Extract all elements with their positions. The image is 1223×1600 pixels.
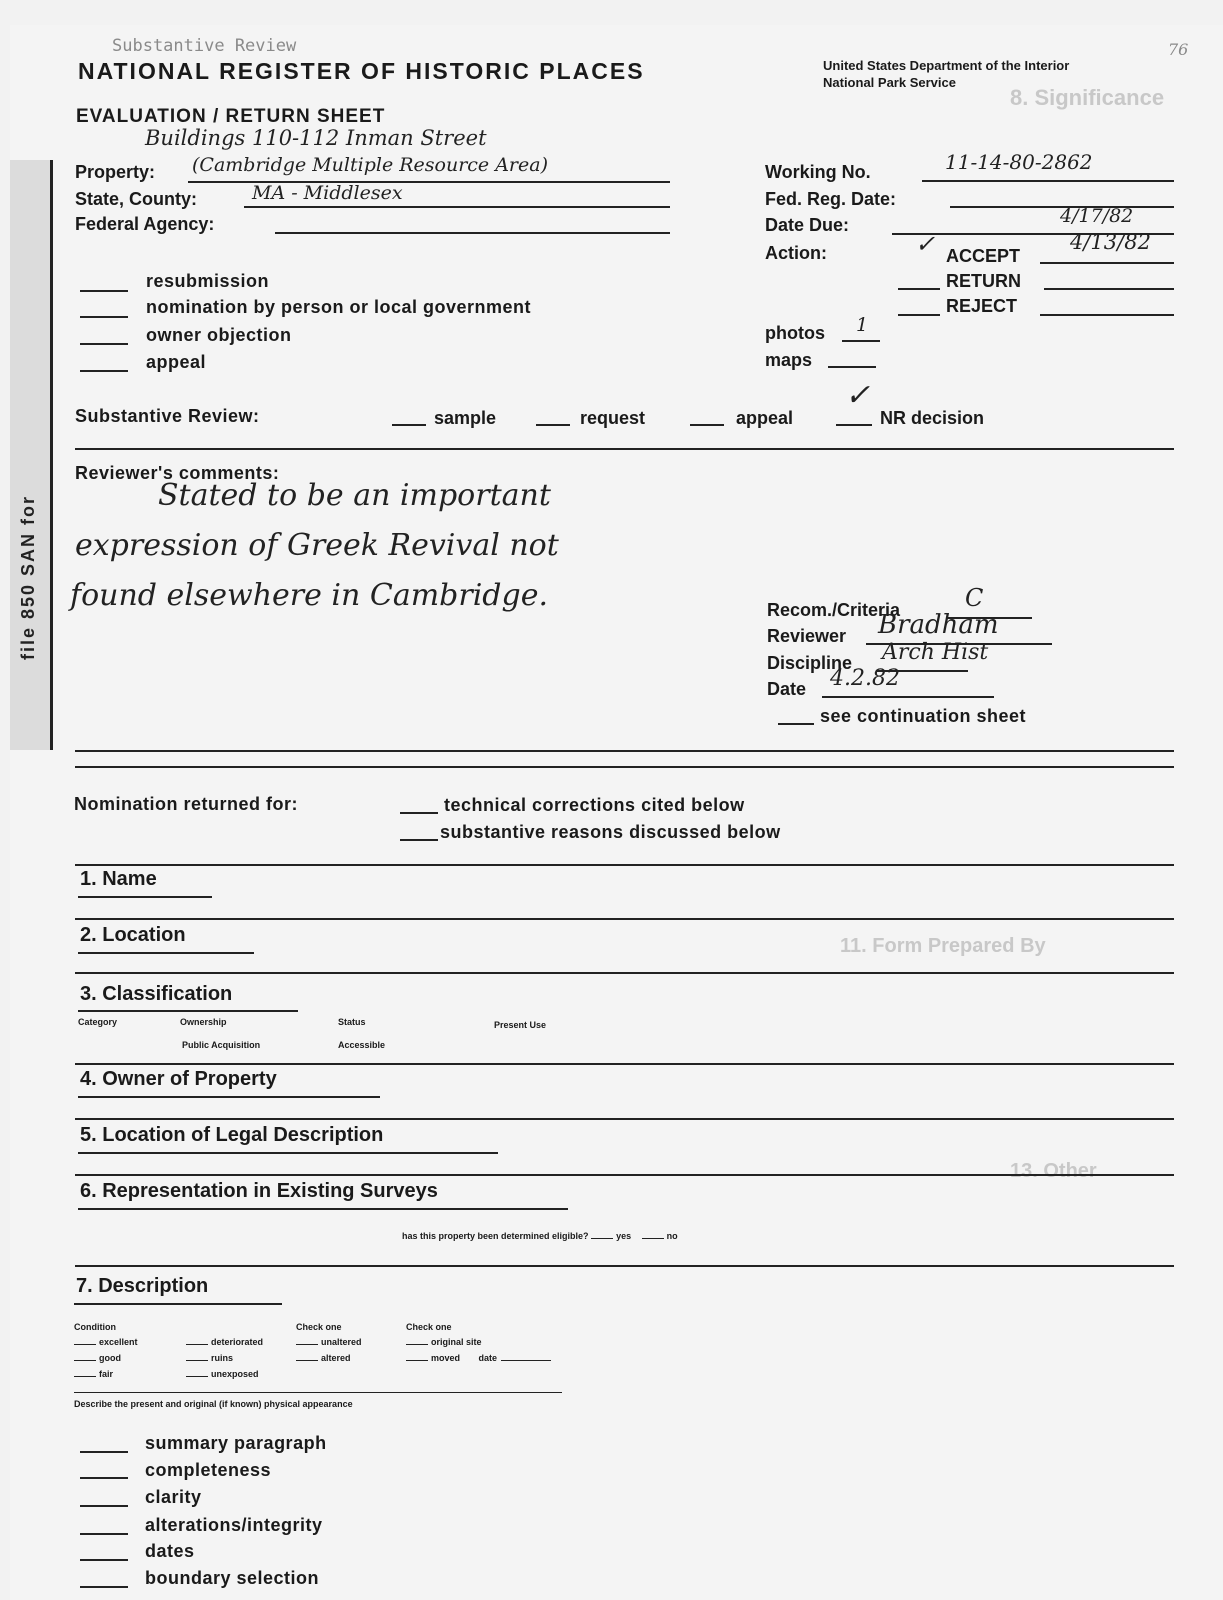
discipline-value[interactable]: Arch Hist: [882, 640, 989, 665]
altered-label: altered: [321, 1353, 351, 1363]
return-check-blank[interactable]: [898, 288, 940, 290]
reject-label[interactable]: REJECT: [946, 296, 1018, 316]
section-underline: [78, 952, 254, 954]
appeal-blank[interactable]: [80, 370, 128, 372]
section-description: 7. Description: [76, 1275, 209, 1297]
divider: [75, 1118, 1174, 1120]
appeal-review-blank[interactable]: [690, 424, 724, 426]
describe-instruction: Describe the present and original (if known) physical appearance: [74, 1399, 353, 1409]
clarity-blank[interactable]: [80, 1505, 128, 1507]
deteriorated-label: deteriorated: [211, 1337, 264, 1347]
good-label: good: [99, 1353, 121, 1363]
fair-label: fair: [99, 1369, 114, 1379]
substantive-label: substantive reasons discussed below: [440, 822, 781, 842]
request-blank[interactable]: [536, 424, 570, 426]
boundary-blank[interactable]: [80, 1586, 128, 1588]
reviewer-label: Reviewer: [767, 626, 847, 646]
original-site-label: original site: [431, 1337, 482, 1347]
state-county-line: [244, 206, 670, 208]
criteria-value[interactable]: C: [965, 584, 984, 612]
sample-blank[interactable]: [392, 424, 426, 426]
moved-date-blank[interactable]: [501, 1352, 551, 1361]
reviewer-value[interactable]: Bradham: [878, 610, 999, 640]
divider: [75, 972, 1174, 974]
divider: [75, 448, 1174, 450]
property-label: Property:: [75, 162, 156, 182]
request-label: request: [580, 408, 646, 428]
appeal-review-label: appeal: [736, 408, 794, 428]
section-underline: [74, 1303, 282, 1305]
section-classification: 3. Classification: [80, 983, 233, 1005]
excellent-label: excellent: [99, 1337, 138, 1347]
date-value[interactable]: 4.2.82: [830, 666, 900, 691]
state-county-value[interactable]: MA - Middlesex: [252, 182, 403, 204]
divider: [75, 1063, 1174, 1065]
fed-reg-date-label: Fed. Reg. Date:: [765, 189, 897, 209]
spine-label: file 850 SAN for: [18, 494, 38, 660]
no-label: no: [666, 1231, 678, 1241]
section-legal-description: 5. Location of Legal Description: [80, 1124, 384, 1146]
section-underline: [78, 1010, 298, 1012]
discipline-label: Discipline: [767, 653, 853, 673]
divider: [75, 864, 1174, 866]
ruins-blank[interactable]: [186, 1352, 208, 1361]
accessible-label: Accessible: [338, 1040, 386, 1050]
section-name: 1. Name: [80, 868, 157, 890]
good-blank[interactable]: [74, 1352, 96, 1361]
unaltered-label: unaltered: [321, 1337, 362, 1347]
present-use-label: Present Use: [494, 1020, 547, 1030]
dates-blank[interactable]: [80, 1559, 128, 1561]
nomination-label: nomination by person or local government: [146, 297, 532, 317]
return-line: [1044, 288, 1174, 290]
accept-line: [1040, 262, 1174, 264]
state-county-label: State, County:: [75, 189, 198, 209]
appeal-label: appeal: [146, 352, 207, 372]
section-owner: 4. Owner of Property: [80, 1068, 277, 1090]
continuation-blank[interactable]: [778, 723, 814, 725]
unaltered-blank[interactable]: [296, 1336, 318, 1345]
photos-label: photos: [765, 323, 825, 343]
moved-label: moved: [431, 1353, 461, 1363]
sheet-title: EVALUATION / RETURN SHEET: [76, 106, 386, 127]
unexposed-label: unexposed: [211, 1369, 259, 1379]
date-line: [822, 696, 994, 698]
moved-date-label: date: [478, 1353, 498, 1363]
accept-label[interactable]: ACCEPT: [946, 246, 1021, 266]
status-label: Status: [338, 1017, 366, 1027]
agency-line-2: National Park Service: [823, 75, 956, 90]
comment-line-1: Stated to be an important: [158, 478, 551, 513]
summary-blank[interactable]: [80, 1451, 128, 1453]
photos-value[interactable]: 1: [856, 314, 869, 336]
eligibility-question-text: has this property been determined eligible?: [402, 1231, 589, 1241]
reject-line: [1040, 314, 1174, 316]
working-no-value[interactable]: 11-14-80-2862: [945, 150, 1093, 174]
owner-objection-label: owner objection: [146, 325, 292, 345]
moved-blank[interactable]: [406, 1352, 428, 1361]
divider: [75, 918, 1174, 920]
resubmission-blank[interactable]: [80, 290, 128, 292]
divider: [75, 1265, 1174, 1267]
ghost-text: 13. Other: [1010, 1160, 1097, 1182]
date-due-value[interactable]: 4/17/82: [1060, 205, 1134, 227]
original-site-blank[interactable]: [406, 1336, 428, 1345]
section-surveys: 6. Representation in Existing Surveys: [80, 1180, 438, 1202]
alterations-label: alterations/integrity: [145, 1515, 323, 1535]
resubmission-label: resubmission: [146, 271, 270, 291]
maps-label: maps: [765, 350, 813, 370]
comment-line-3: found elsewhere in Cambridge.: [70, 578, 549, 613]
dates-label: dates: [145, 1541, 195, 1561]
nr-decision-label: NR decision: [880, 408, 985, 428]
comment-line-2: expression of Greek Revival not: [75, 528, 559, 563]
technical-label: technical corrections cited below: [444, 795, 745, 815]
reject-check-blank[interactable]: [898, 314, 940, 316]
clarity-label: clarity: [145, 1487, 202, 1507]
photos-line: [842, 340, 880, 342]
owner-objection-blank[interactable]: [80, 343, 128, 345]
property-value[interactable]: (Cambridge Multiple Resource Area): [192, 154, 548, 176]
maps-line[interactable]: [828, 366, 876, 368]
check-one-label-2: Check one: [406, 1322, 452, 1332]
alterations-blank[interactable]: [80, 1533, 128, 1535]
federal-agency-label: Federal Agency:: [75, 214, 215, 234]
nomination-blank[interactable]: [80, 316, 128, 318]
ownership-label: Ownership: [180, 1017, 227, 1027]
section-underline: [78, 1208, 568, 1210]
divider: [75, 750, 1174, 752]
reviewer-comments-label: Reviewer's comments:: [75, 463, 280, 483]
condition-label: Condition: [74, 1322, 116, 1332]
continuation-label: see continuation sheet: [820, 706, 1027, 726]
agency-line-1: United States Department of the Interior: [823, 58, 1070, 73]
divider: [75, 1174, 1174, 1176]
federal-agency-line[interactable]: [275, 232, 670, 234]
review-stamp: Substantive Review: [112, 36, 297, 56]
working-no-label: Working No.: [765, 162, 871, 182]
nr-decision-blank[interactable]: [836, 424, 872, 426]
summary-label: summary paragraph: [145, 1433, 327, 1453]
section-underline: [78, 1096, 380, 1098]
returned-for-label: Nomination returned for:: [74, 794, 298, 814]
page-mark: 76: [1168, 40, 1189, 59]
no-blank[interactable]: [642, 1230, 664, 1239]
nr-decision-check: ✓: [845, 378, 871, 413]
section-location: 2. Location: [80, 924, 186, 946]
category-label: Category: [78, 1017, 118, 1027]
eligibility-question: [402, 1230, 678, 1241]
ruins-label: ruins: [211, 1353, 234, 1363]
technical-blank[interactable]: [400, 812, 438, 814]
public-acquisition-label: Public Acquisition: [182, 1040, 261, 1050]
completeness-blank[interactable]: [80, 1477, 128, 1479]
accept-check-mark: ✓: [915, 230, 936, 258]
date-label: Date: [767, 679, 807, 699]
form-title: NATIONAL REGISTER OF HISTORIC PLACES: [78, 58, 645, 84]
check-one-label: Check one: [296, 1322, 342, 1332]
boundary-label: boundary selection: [145, 1568, 320, 1588]
divider: [75, 766, 1174, 768]
working-no-line: [922, 180, 1174, 182]
building-address-handwritten: Buildings 110-112 Inman Street: [145, 126, 487, 150]
fair-blank[interactable]: [74, 1368, 96, 1377]
criteria-label: Recom./Criteria: [767, 600, 901, 620]
unexposed-blank[interactable]: [186, 1368, 208, 1377]
yes-blank[interactable]: [591, 1230, 613, 1239]
section-underline: [78, 1152, 498, 1154]
completeness-label: completeness: [145, 1460, 272, 1480]
altered-blank[interactable]: [296, 1352, 318, 1361]
return-label[interactable]: RETURN: [946, 271, 1021, 291]
binding-strip: [10, 160, 53, 750]
section-underline: [78, 896, 212, 898]
ghost-text: 11. Form Prepared By: [840, 935, 1046, 957]
sample-label: sample: [434, 408, 497, 428]
substantive-review-label: Substantive Review:: [75, 406, 260, 426]
ghost-text: 8. Significance: [1010, 85, 1165, 110]
deteriorated-blank[interactable]: [186, 1336, 208, 1345]
accept-date: 4/13/82: [1070, 230, 1151, 254]
yes-label: yes: [616, 1231, 632, 1241]
divider: [74, 1392, 562, 1393]
date-due-label: Date Due:: [765, 215, 850, 235]
substantive-blank[interactable]: [400, 839, 438, 841]
action-label: Action:: [765, 243, 827, 263]
excellent-blank[interactable]: [74, 1336, 96, 1345]
